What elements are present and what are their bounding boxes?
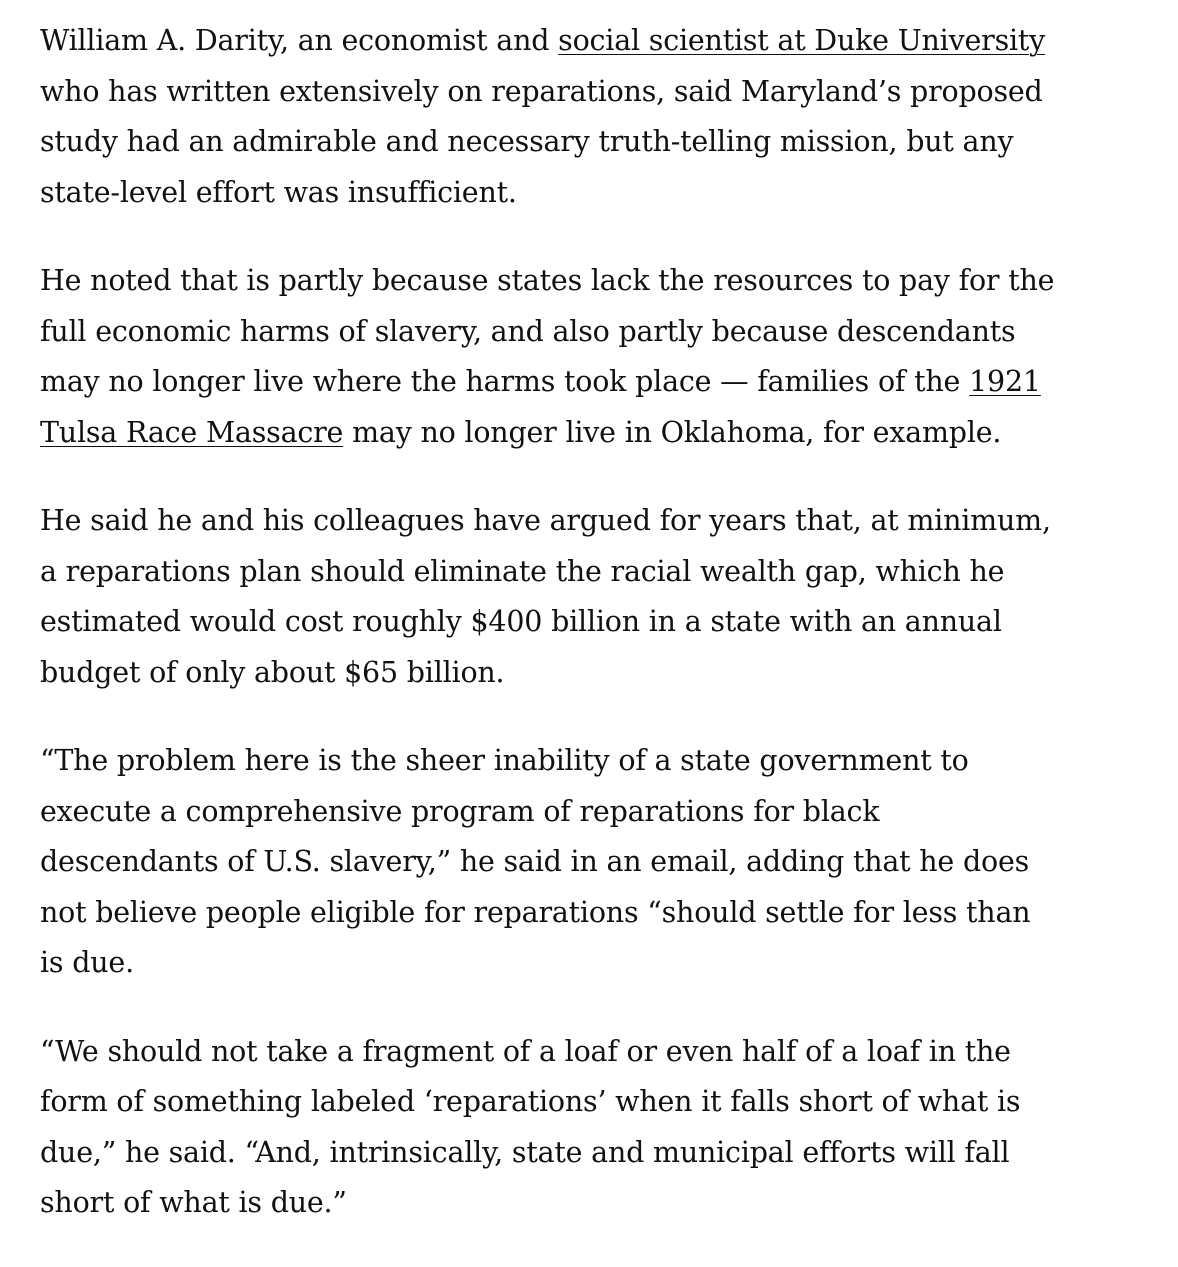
paragraph-text: may no longer live in Oklahoma, for example. (343, 415, 1002, 449)
paragraph-text: who has written extensively on reparations, said Maryland’s proposed study had an admirable and necessary truth-telling mission, but any state-level effort was insufficient. (40, 74, 1043, 209)
article-body (40, 16, 1060, 1267)
tulsa-race-massacre-link[interactable]: 1921 Tulsa Race Massacre (40, 365, 1041, 449)
paragraph-text: William A. Darity, an economist and (40, 24, 559, 57)
paragraph-quote-loaf: “We should not take a fragment of a loaf or even half of a loaf in the form of something labeled ‘reparations’ when it falls short of what is due,” he said. “And, intrinsically, state and municipal efforts will fall short of what is due.” (40, 1034, 1021, 1219)
paragraph-text: He noted that is partly because states lack the resources to pay for the full economic harms of slavery, and also partly because descendants may no longer live where the harms took place — families of the (40, 264, 1055, 398)
paragraph-quote-inability: “The problem here is the sheer inability of a state government to execute a comprehensive program of reparations for black descendants of U.S. slavery,” he said in an email, adding that he does not believe people eligible for reparations “should settle for less than is due. (40, 744, 1031, 979)
paragraph-darity-intro (40, 16, 1060, 218)
duke-university-link[interactable]: social scientist at Duke University (558, 24, 1046, 57)
paragraph-wealth-gap: He said he and his colleagues have argued for years that, at minimum, a reparations plan should eliminate the racial wealth gap, which he estimated would cost roughly $400 billion in a state with an annual budget of only about $65 billion. (40, 504, 1051, 689)
paragraph-state-resources (40, 256, 1060, 458)
